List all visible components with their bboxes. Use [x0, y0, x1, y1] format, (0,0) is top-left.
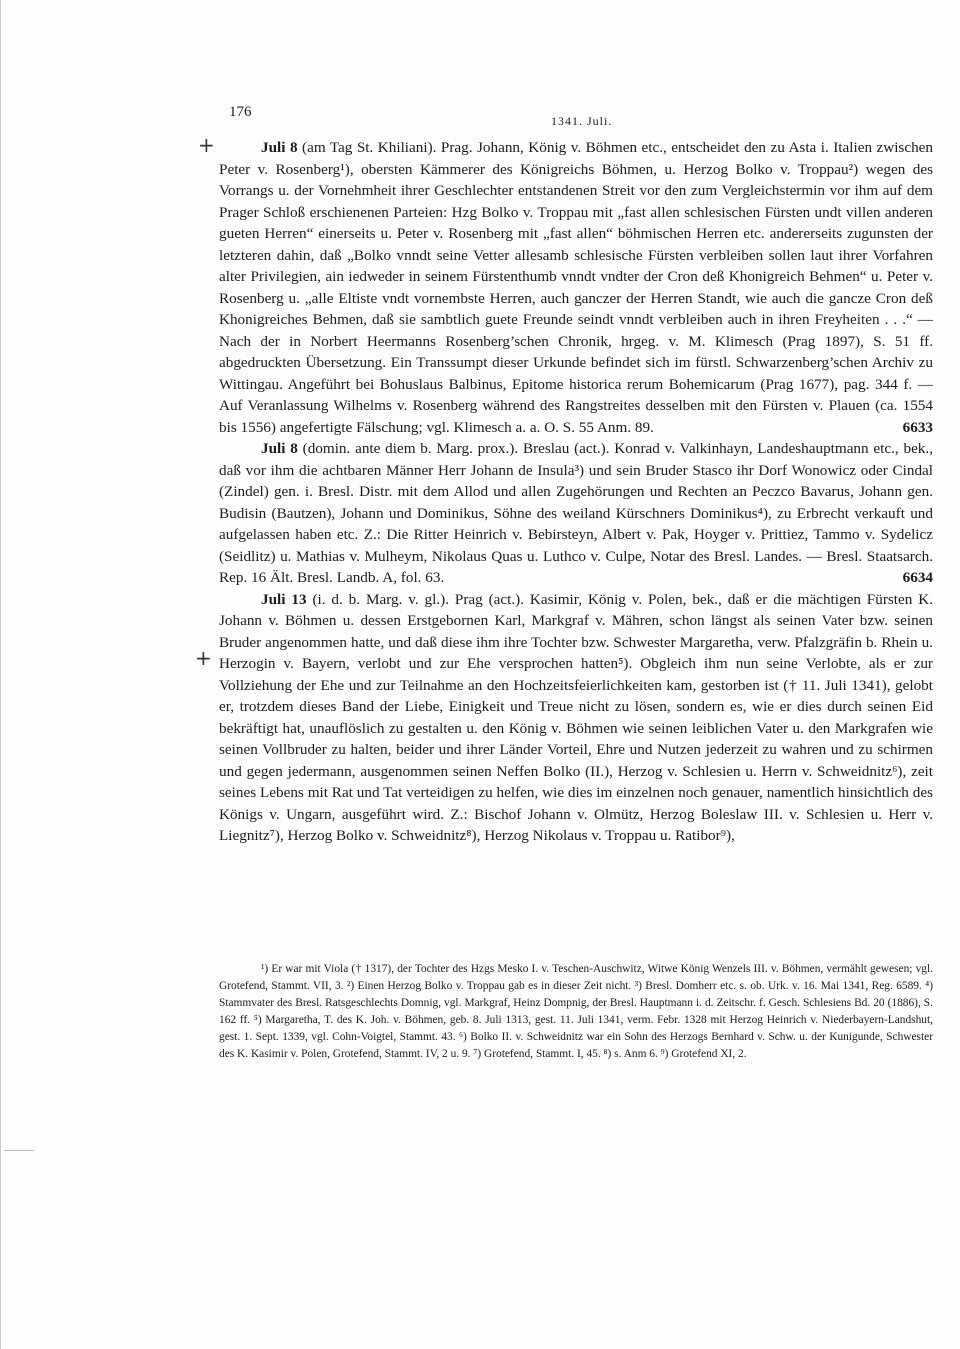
scan-margin-line — [4, 1150, 34, 1151]
entry-date: Juli 8 — [261, 440, 298, 457]
entry-number: 6634 — [902, 569, 933, 586]
margin-cross-mark: + — [195, 646, 212, 670]
page-number: 176 — [229, 104, 252, 120]
regest-paragraph — [219, 438, 933, 589]
regest-entry — [219, 438, 933, 589]
entry-text: (am Tag St. Khiliani). Prag. Johann, König v. Böhmen etc., entscheidet den zu Asta i. Italien zwischen Peter v. Rosenberg¹), obersten Kämmerer des Königreichs Böhmen, u. Herzog Bolko v. Troppau²) wegen des Vorrangs u. der Vornehmheit ihrer Geschlechter entstandenen Streit vor den zum Vergleichstermin vor ihm auf dem Prager Schloß erschienenen Parteien: Hzg Bolko v. Troppau mit „fast allen schlesischen Fürsten undt villen anderen gueten Herren“ einerseits u. Peter v. Rosenberg mit „fast allen“ böhmischen Herren etc. andererseits zugunsten der letzteren dahin, daß „Bolko vnndt seine Vetter allesamb schlesische Fürsten verbleiben sollen laut ihrer Vorfahren alter Privilegien, ain iedweder in seinem Fürstenthumb vnndt vndter der Cron deß Khonigreich Behmen“ u. Peter v. Rosenberg u. „alle Eltiste vndt vornembste Herren, auch ganczer der Herren Standt, wie auch die gancze Cron deß Khonigreiches Behmen, daß sie sambtlich guete Freunde seindt vnndt verbleiben auch in ihren Freyheiten . . .“ — Nach der in Norbert Heermanns Rosenberg’schen Chronik, hrgeg. v. M. Klimesch (Prag 1897), S. 51 ff. abgedruckten Übersetzung. Ein Transsumpt dieser Urkunde befindet sich im fürstl. Schwarzenberg’schen Archiv zu Wittingau. Angeführt bei Bohuslaus Balbinus, Epitome historica rerum Bohemicarum (Prag 1677), pag. 344 f. — Auf Veranlassung Wilhelms v. Rosenberg während des Rangstreites desselben mit den Fürsten v. Plauen (ca. 1554 bis 1556) angefertigte Fälschung; vgl. Klimesch a. a. O. S. 55 Anm. 89. — [219, 139, 934, 436]
footnote-text: ¹) Er war mit Viola († 1317), der Tochter des Hzgs Mesko I. v. Teschen-Auschwitz, Witwe König Wenzels III. v. Böhmen, vermählt gewesen; vgl. Grotefend, Stammt. VII, 3. ²) Einen Herzog Bolko v. Troppau gab es in dieser Zeit nicht. ³) Bresl. Domherr etc. s. ob. Urk. v. 16. Mai 1341, Reg. 6589. ⁴) Stammvater des Bresl. Ratsgeschlechts Domnig, vgl. Markgraf, Heinz Dompnig, der Bresl. Hauptmann i. d. Zeitschr. f. Gesch. Schlesiens Bd. 20 (1886), S. 162 ff. ⁵) Margaretha, T. des K. Joh. v. Böhmen, geb. 8. Juli 1313, gest. 11. Juli 1341, verm. Febr. 1328 mit Herzog Heinrich v. Niederbayern-Landshut, gest. 1. Sept. 1339, vgl. Cohn-Voigtel, Stammt. 43. ⁶) Bolko II. v. Schweidnitz war ein Sohn des Herzogs Bernhard v. Schw. u. der Kunigunde, Schwester des K. Kasimir v. Polen, Grotefend, Stammt. IV, 2 u. 9. ⁷) Grotefend, Stammt. I, 45. ⁸) s. Anm 6. ⁹) Grotefend XI, 2. — [219, 963, 933, 1060]
page-header — [229, 104, 929, 128]
regest-paragraph — [219, 589, 933, 847]
entry-text: (i. d. b. Marg. v. gl.). Prag (act.). Kasimir, König v. Polen, bek., daß er die mächtigen Fürsten K. Johann v. Böhmen u. dessen Erstgebornen Karl, Markgraf v. Mähren, schon längst als seinen Vater bzw. seinen Bruder angenommen hatte, und daß diese ihm ihre Tochter bzw. Schwester Margaretha, verw. Pfalzgräfin b. Rhein u. Herzogin v. Bayern, verlobt und zur Ehe versprochen hatten⁵). Obgleich ihm nun seine Verlobte, als er zur Vollziehung der Ehe und zur Teilnahme an den Hochzeitsfeierlichkeiten kam, gestorben ist († 11. Juli 1341), gelobt er, trotzdem dieses Band der Liebe, Einigkeit und Treue nicht zu lösen, sondern es, wie er dies durch seinen Eid bekräftigt hat, unauflöslich zu gestalten u. den König v. Böhmen wie seinen leiblichen Vater u. den Markgrafen wie seinen Vollbruder zu halten, beider und ihrer Länder Vorteil, Ehre und Nutzen jederzeit zu wahren und zu schirmen und gegen jedermann, ausgenommen seinen Neffen Bolko (II.), Herzog v. Schlesien u. Herrn v. Schweidnitz⁶), zeit seines Lebens mit Rat und Tat verteidigen zu helfen, wie dies im einzelnen noch genauer, namentlich hinsichtlich des Königs v. Ungarn, ausgeführt wird. Z.: Bischof Johann v. Olmütz, Herzog Boleslaw III. v. Schlesien u. Herr v. Liegnitz⁷), Herzog Bolko v. Schweidnitz⁸), Herzog Nikolaus v. Troppau u. Ratibor⁹), — [219, 590, 934, 844]
entry-date: Juli 8 — [261, 139, 298, 156]
document-body — [219, 137, 933, 847]
running-head: 1341. Juli. — [551, 114, 613, 128]
entry-date: Juli 13 — [261, 590, 307, 608]
regest-paragraph — [219, 137, 933, 438]
entry-number: 6633 — [902, 418, 933, 436]
regest-entry — [219, 137, 933, 438]
margin-cross-mark: + — [198, 133, 215, 157]
entry-text: (domin. ante diem b. Marg. prox.). Breslau (act.). Konrad v. Valkinhayn, Landeshauptmann etc., bek., daß vor ihm die achtbaren Männer Herr Johann de Insula³) und sein Bruder Stasco ihr Dorf Wonowicz oder Cindal (Zindel) gen. i. Bresl. Distr. mit dem Allod und allen Zugehörungen und Rechten an Peczco Bavarus, Johann gen. Budisin (Bautzen), Johann und Dominikus, Söhne des weiland Kürschners Dominikus⁴), zu Erbrecht verkauft und aufgelassen haben etc. Z.: Die Ritter Heinrich v. Bebirsteyn, Albert v. Pak, Hoyger v. Prittiez, Tammo v. Sydelicz (Seidlitz) u. Mathias v. Mulheym, Nikolaus Quas u. Luthco v. Culpe, Notar des Bresl. Landes. — Bresl. Staatsarch. Rep. 16 Ält. Bresl. Landb. A, fol. 63. — [219, 440, 933, 586]
regest-entry — [219, 589, 933, 847]
scan-page-edge — [0, 0, 11, 1349]
footnotes — [219, 961, 933, 1062]
